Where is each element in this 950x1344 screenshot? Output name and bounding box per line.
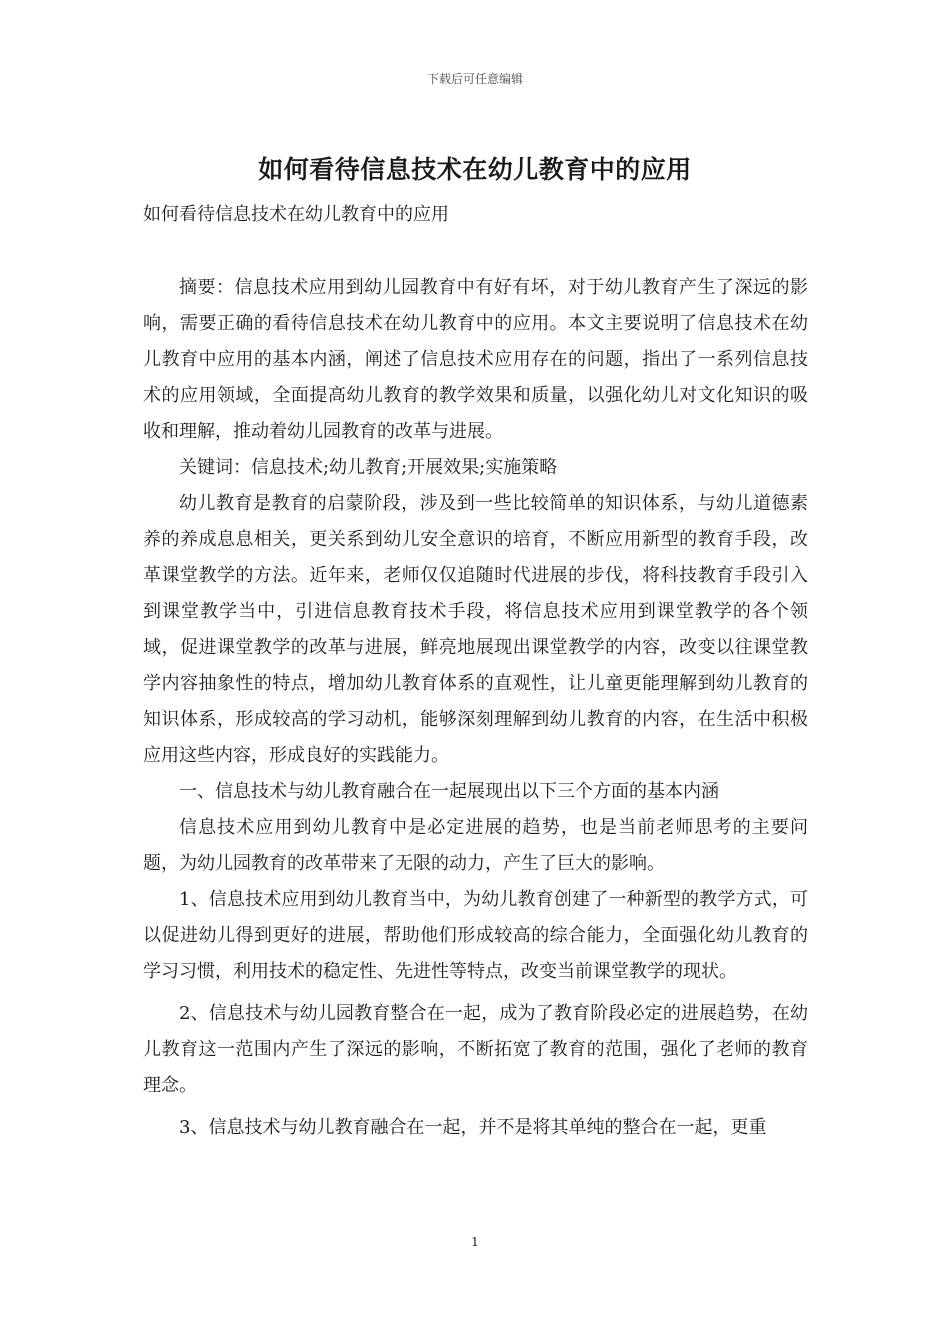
document-body bbox=[143, 270, 808, 1146]
abstract-paragraph: 摘要：信息技术应用到幼儿园教育中有好有坏，对于幼儿教育产生了深远的影响，需要正确的看待信息技术在幼儿教育中的应用。本文主要说明了信息技术在幼儿教育中应用的基本内涵，阐述了信息技术应用存在的问题，指出了一系列信息技术的应用领域，全面提高幼儿教育的教学效果和质量，以强化幼儿对文化知识的吸收和理解，推动着幼儿园教育的改革与进展。 bbox=[143, 277, 808, 442]
keywords-paragraph: 关键词：信息技术;幼儿教育;开展效果;实施策略 bbox=[179, 457, 558, 478]
document-subtitle: 如何看待信息技术在幼儿教育中的应用 bbox=[143, 204, 449, 225]
body-paragraph: 幼儿教育是教育的启蒙阶段，涉及到一些比较简单的知识体系，与幼儿道德素养的养成息息相关，更关系到幼儿安全意识的培育，不断应用新型的教育手段，改革课堂教学的方法。近年来，老师仅仅追随时代进展的步伐，将科技教育手段引入到课堂教学当中，引进信息教育技术手段，将信息技术应用到课堂教学的各个领域，促进课堂教学的改革与进展，鲜亮地展现出课堂教学的内容，改变以往课堂教学内容抽象性的特点，增加幼儿教育体系的直观性，让儿童更能理解到幼儿教育的知识体系，形成较高的学习动机，能够深刻理解到幼儿教育的内容，在生活中积极应用这些内容，形成良好的实践能力。 bbox=[143, 493, 808, 766]
list-item-paragraph: 1、信息技术应用到幼儿教育当中，为幼儿教育创建了一种新型的教学方式，可以促进幼儿得到更好的进展，帮助他们形成较高的综合能力，全面强化幼儿教育的学习习惯，利用技术的稳定性、先进性等特点，改变当前课堂教学的现状。 bbox=[143, 889, 808, 982]
document-title: 如何看待信息技术在幼儿教育中的应用 bbox=[258, 155, 692, 184]
list-item-paragraph: 2、信息技术与幼儿园教育整合在一起，成为了教育阶段必定的进展趋势，在幼儿教育这一范围内产生了深远的影响，不断拓宽了教育的范围，强化了老师的教育理念。 bbox=[143, 1003, 808, 1096]
page-number: 1 bbox=[471, 1235, 479, 1249]
list-item-paragraph: 3、信息技术与幼儿教育融合在一起，并不是将其单纯的整合在一起，更重 bbox=[179, 1117, 767, 1138]
section-heading: 一、信息技术与幼儿教育融合在一起展现出以下三个方面的基本内涵 bbox=[179, 781, 719, 802]
body-paragraph: 信息技术应用到幼儿教育中是必定进展的趋势，也是当前老师思考的主要问题，为幼儿园教育的改革带来了无限的动力，产生了巨大的影响。 bbox=[143, 817, 808, 874]
page-header: 下载后可任意编辑 bbox=[426, 72, 523, 86]
